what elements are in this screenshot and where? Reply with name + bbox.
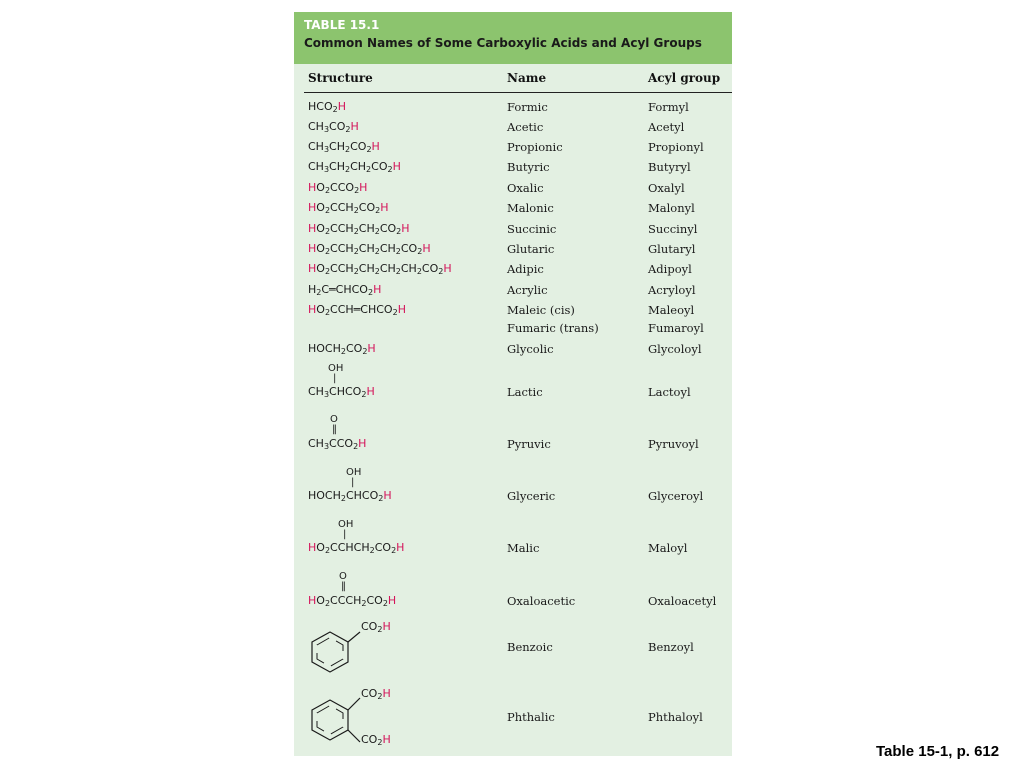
structure-malonic: $HO_2CCH_2CO_2H$ <box>308 201 389 215</box>
structure-maleic-fumaric: $HO_2CCH═CHCO_2H$ <box>308 303 406 317</box>
acyl-cell: Pyruvoyl <box>648 437 699 451</box>
name-cell: Phthalic <box>507 710 555 724</box>
structure-lactic: $CH_3CHCO_2H$ <box>308 385 375 399</box>
name-cell: Acetic <box>507 120 544 134</box>
structure-oxaloacetic: $HO_2CCCH_2CO_2H$ <box>308 594 397 608</box>
table-number: TABLE 15.1 <box>304 18 380 32</box>
name-cell: Formic <box>507 100 548 114</box>
name-cell: Oxalic <box>507 181 544 195</box>
name-cell: Succinic <box>507 222 557 236</box>
acyl-cell: Benzoyl <box>648 640 694 654</box>
acyl-cell: Oxaloacetyl <box>648 594 717 608</box>
acyl-cell: Adipoyl <box>648 262 692 276</box>
acyl-cell: Glutaryl <box>648 242 696 256</box>
acyl-cell: Acetyl <box>648 120 685 134</box>
name-cell: Glycolic <box>507 342 554 356</box>
name-cell: Lactic <box>507 385 543 399</box>
structure-acrylic: $H_2C═CHCO_2H$ <box>308 283 382 297</box>
benzoic-carboxyl: $CO_2H$ <box>361 620 391 634</box>
structure-propionic: $CH_3CH_2CO_2H$ <box>308 140 380 154</box>
name-cell: Pyruvic <box>507 437 551 451</box>
name-cell: Malic <box>507 541 540 555</box>
glyceric-oh-label: OH <box>346 467 362 478</box>
malic-bond: | <box>343 529 347 540</box>
name-cell: Malonic <box>507 201 554 215</box>
name-cell: Glutaric <box>507 242 555 256</box>
name-cell: Propionic <box>507 140 563 154</box>
structure-glycolic: $HOCH_2CO_2H$ <box>308 342 376 356</box>
acyl-cell: Butyryl <box>648 160 691 174</box>
oxaloacetic-double-bond: ‖ <box>341 581 346 592</box>
table-card <box>294 12 732 756</box>
acyl-cell: Oxalyl <box>648 181 685 195</box>
lactic-bond: | <box>333 373 337 384</box>
structure-glutaric: $HO_2CCH_2CH_2CH_2CO_2H$ <box>308 242 431 256</box>
acyl-cell: Phthaloyl <box>648 710 703 724</box>
name-cell: Oxaloacetic <box>507 594 576 608</box>
phthalic-carboxyl-bottom: $CO_2H$ <box>361 733 391 747</box>
structure-oxalic: $HO_2CCO_2H$ <box>308 181 368 195</box>
structure-pyruvic: $CH_3CCO_2H$ <box>308 437 367 451</box>
malic-oh-label: OH <box>338 519 354 530</box>
name-cell: Fumaric (trans) <box>507 321 599 335</box>
name-cell: Benzoic <box>507 640 553 654</box>
structure-succinic: $HO_2CCH_2CH_2CO_2H$ <box>308 222 410 236</box>
name-cell: Glyceric <box>507 489 556 503</box>
name-cell: Acrylic <box>507 283 548 297</box>
acyl-cell: Formyl <box>648 100 689 114</box>
table-header-band <box>294 12 732 64</box>
pyruvic-double-bond: ‖ <box>332 424 337 435</box>
pyruvic-o-label: O <box>330 414 338 425</box>
name-cell: Adipic <box>507 262 544 276</box>
acyl-cell: Maloyl <box>648 541 688 555</box>
acyl-cell: Maleoyl <box>648 303 695 317</box>
oxaloacetic-o-label: O <box>339 571 347 582</box>
table-title: Common Names of Some Carboxylic Acids and Acyl Groups <box>304 36 702 50</box>
column-header-name: Name <box>507 71 547 85</box>
acyl-cell: Malonyl <box>648 201 695 215</box>
name-cell: Butyric <box>507 160 550 174</box>
glyceric-bond: | <box>351 477 355 488</box>
acyl-cell: Succinyl <box>648 222 698 236</box>
acyl-cell: Lactoyl <box>648 385 691 399</box>
lactic-oh-label: OH <box>328 363 344 374</box>
column-header-structure: Structure <box>308 71 373 85</box>
acyl-cell: Glyceroyl <box>648 489 704 503</box>
structure-adipic: $HO_2CCH_2CH_2CH_2CH_2CO_2H$ <box>308 262 452 276</box>
structure-acetic: $CH_3CO_2H$ <box>308 120 359 134</box>
structure-glyceric: $HOCH_2CHCO_2H$ <box>308 489 392 503</box>
structure-butyric: $CH_3CH_2CH_2CO_2H$ <box>308 160 401 174</box>
slide-caption: Table 15-1, p. 612 <box>876 743 1000 760</box>
column-header-acyl: Acyl group <box>648 71 721 85</box>
name-cell: Maleic (cis) <box>507 303 575 317</box>
acyl-cell: Glycoloyl <box>648 342 702 356</box>
acyl-cell: Fumaroyl <box>648 321 704 335</box>
acyl-cell: Propionyl <box>648 140 704 154</box>
structure-formic: $HCO_2H$ <box>308 100 346 114</box>
header-rule <box>304 92 732 93</box>
structure-malic: $HO_2CCHCH_2CO_2H$ <box>308 541 405 555</box>
acyl-cell: Acryloyl <box>648 283 696 297</box>
phthalic-carboxyl-top: $CO_2H$ <box>361 687 391 701</box>
